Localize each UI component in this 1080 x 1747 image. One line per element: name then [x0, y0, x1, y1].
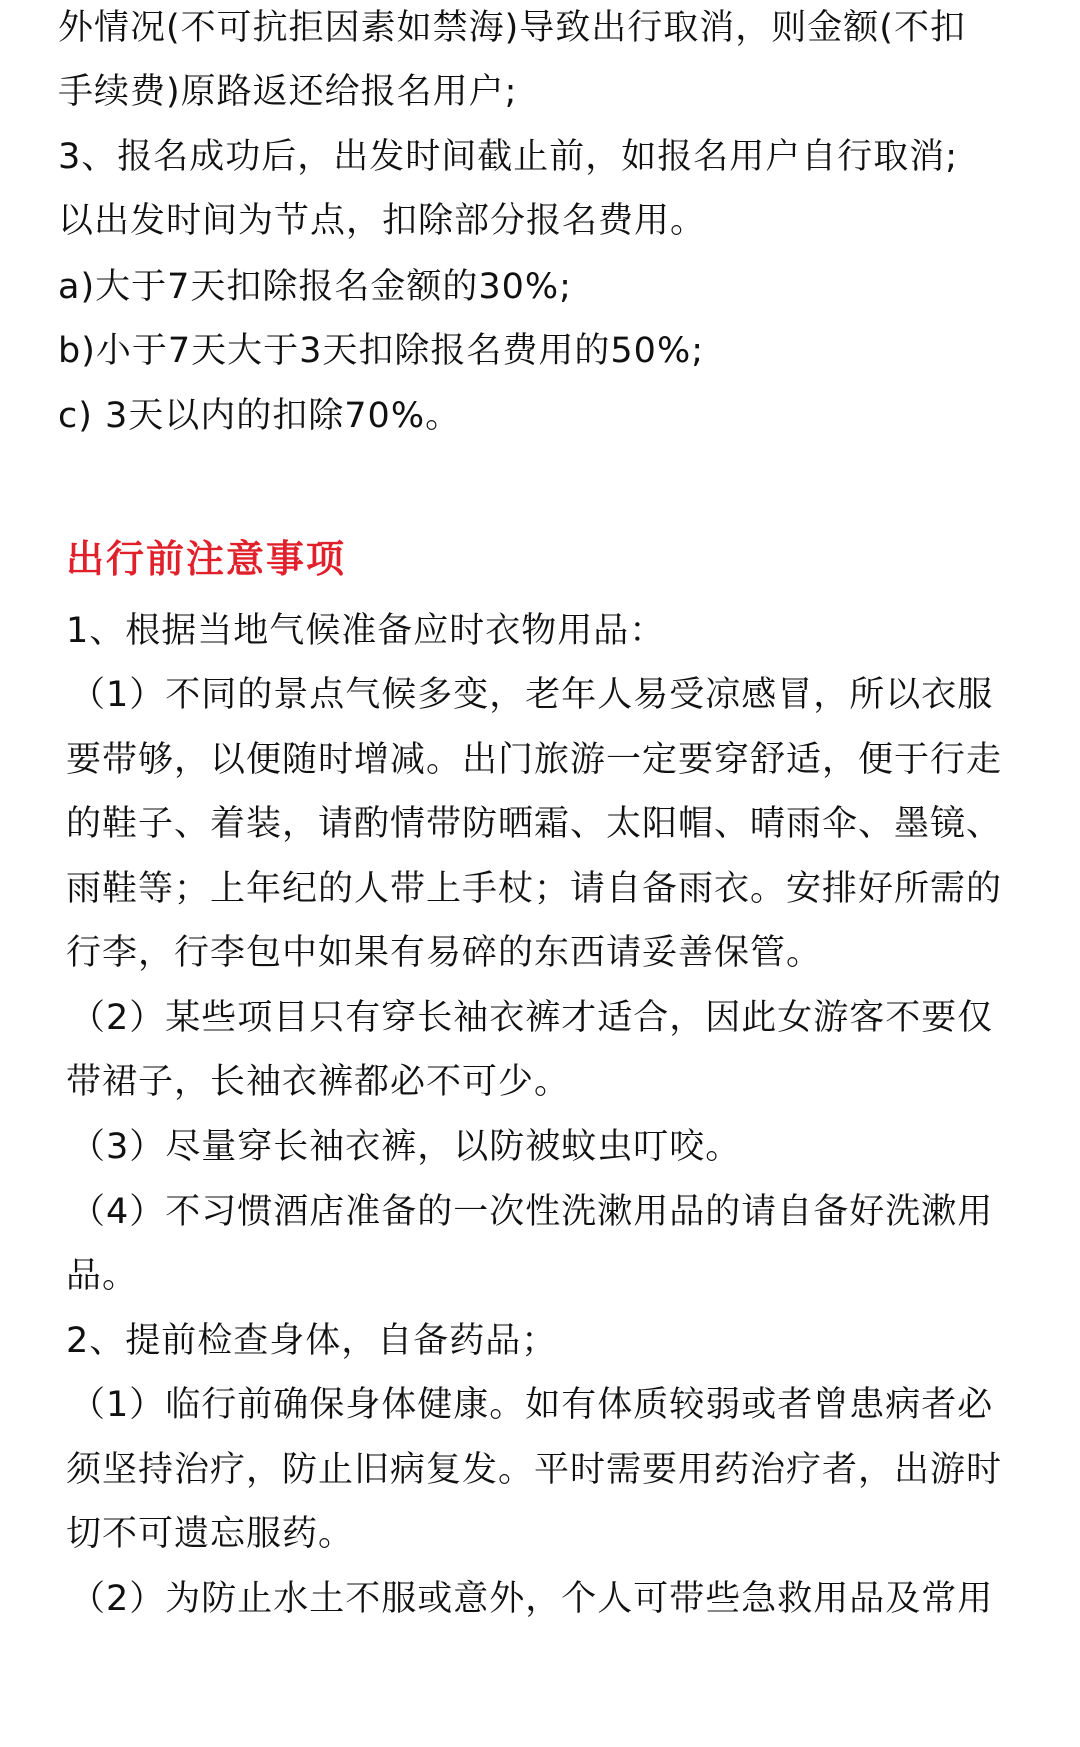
refund-line-1: 外情况(不可抗拒因素如禁海)导致出行取消，则金额(不扣 — [58, 8, 966, 48]
precaution-line-5: 雨鞋等；上年纪的人带上手杖；请自备雨衣。安排好所需的 — [66, 869, 1003, 909]
precaution-line-7: （2）某些项目只有穿长袖衣裤才适合，因此女游客不要仅 — [70, 998, 994, 1038]
precaution-line-9: （3）尽量穿长袖衣裤，以防被蚊虫叮咬。 — [70, 1127, 742, 1167]
precaution-line-11: 品。 — [66, 1256, 139, 1296]
refund-line-2: 手续费)原路返还给报名用户; — [58, 72, 518, 112]
precaution-line-1: 1、根据当地气候准备应时衣物用品： — [66, 611, 666, 651]
section-title-precautions: 出行前注意事项 — [66, 537, 347, 581]
precaution-line-12: 2、提前检查身体，自备药品； — [66, 1321, 558, 1361]
precaution-line-13: （1）临行前确保身体健康。如有体质较弱或者曾患病者必 — [70, 1385, 994, 1425]
precaution-line-6: 行李，行李包中如果有易碎的东西请妥善保管。 — [66, 933, 823, 973]
refund-line-3: 3、报名成功后，出发时间截止前，如报名用户自行取消; — [58, 137, 959, 177]
refund-line-6: b)小于7天大于3天扣除报名费用的50%; — [58, 331, 704, 371]
precaution-line-16: （2）为防止水土不服或意外，个人可带些急救用品及常用 — [70, 1579, 994, 1619]
precaution-line-4: 的鞋子、着装，请酌情带防晒霜、太阳帽、晴雨伞、墨镜、 — [66, 804, 1003, 844]
precaution-line-14: 须坚持治疗，防止旧病复发。平时需要用药治疗者，出游时 — [66, 1450, 1003, 1490]
precaution-line-8: 带裙子，长袖衣裤都必不可少。 — [66, 1062, 571, 1102]
precaution-line-2: （1）不同的景点气候多变，老年人易受凉感冒，所以衣服 — [70, 675, 994, 715]
refund-line-4: 以出发时间为节点，扣除部分报名费用。 — [58, 201, 707, 241]
precaution-line-3: 要带够，以便随时增减。出门旅游一定要穿舒适，便于行走 — [66, 740, 1003, 780]
precaution-line-15: 切不可遗忘服药。 — [66, 1514, 355, 1554]
precaution-line-10: （4）不习惯酒店准备的一次性洗漱用品的请自备好洗漱用 — [70, 1192, 994, 1232]
refund-line-5: a)大于7天扣除报名金额的30%; — [58, 267, 572, 307]
refund-line-7: c) 3天以内的扣除70%。 — [58, 396, 462, 436]
